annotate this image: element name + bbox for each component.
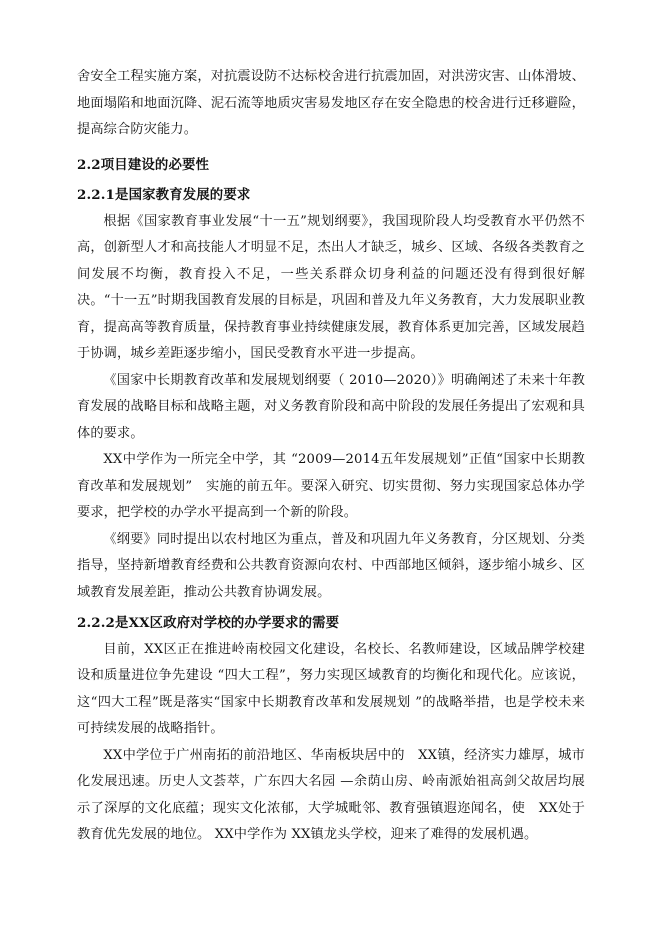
body-paragraph: 《纲要》同时提出以农村地区为重点，普及和巩固九年义务教育，分区规划、分类指导，坚持新增教育经费和公共教育资源向农村、中西部地区倾斜，逐步缩小城乡、区域教育发展差距，推动公共教育协调发展。 [77, 531, 585, 600]
section-heading: 2.2项目建设的必要性 [77, 156, 210, 173]
body-paragraph: XX中学作为一所完全中学，其 “2009—2014五年发展规划”正值“国家中长期教育改革和发展规划” 实施的前五年。要深入研究、切实贯彻、努力实现国家总体办学要求，把学校的办学水平提高到一个新的阶段。 [77, 452, 585, 520]
body-paragraph: 《国家中长期教育改革和发展规划纲要（ 2010—2020）》明确阐述了未来十年教育发展的战略目标和战略主题，对义务教育阶段和高中阶段的发展任务提出了宏观和具体的要求。 [77, 372, 585, 441]
body-paragraph: 目前，XX区正在推进岭南校园文化建设，名校长、名教师建设，区域品牌学校建设和质量进位争先建设 “四大工程”，努力实现区域教育的均衡化和现代化。应该说，这“四大工程”既是落实“国家中长期教育改革和发展规划 ”的战略举措，也是学校未来可持续发展的战略指针。 [77, 641, 585, 736]
body-paragraph: XX中学位于广州南拓的前沿地区、华南板块居中的 XX镇，经济实力雄厚，城市化发展迅速。历史人文荟萃，广东四大名园 —余荫山房、岭南派始祖高剑父故居均展示了深厚的文化底蕴；现实文化浓郁，大学城毗邻、教育强镇遐迩闻名，使 XX处于教育优先发展的地位。 XX中学作为 XX镇龙头学校，迎来了难得的发展机遇。 [77, 747, 585, 842]
subsection-heading: 2.2.1是国家教育发展的要求 [77, 187, 251, 203]
opening-paragraph: 舍安全工程实施方案，对抗震设防不达标校舍进行抗震加固，对洪涝灾害、山体滑坡、地面塌陷和地面沉降、泥石流等地质灾害易发地区存在安全隐患的校舍进行迁移避险，提高综合防灾能力。 [77, 69, 585, 137]
document-body [77, 64, 585, 849]
subsection-heading: 2.2.2是XX区政府对学校的办学要求的需要 [77, 615, 340, 631]
body-paragraph: 根据《国家教育事业发展“十一五”规划纲要》，我国现阶段人均受教育水平仍然不高，创新型人才和高技能人才明显不足，杰出人才缺乏，城乡、区域、各级各类教育之间发展不均衡，教育投入不足，一些关系群众切身利益的问题还没有得到很好解决。“十一五”时期我国教育发展的目标是，巩固和普及九年义务教育，大力发展职业教育，提高高等教育质量，保持教育事业持续健康发展，教育体系更加完善，区域发展趋于协调，城乡差距逐步缩小，国民受教育水平进一步提高。 [77, 213, 585, 361]
